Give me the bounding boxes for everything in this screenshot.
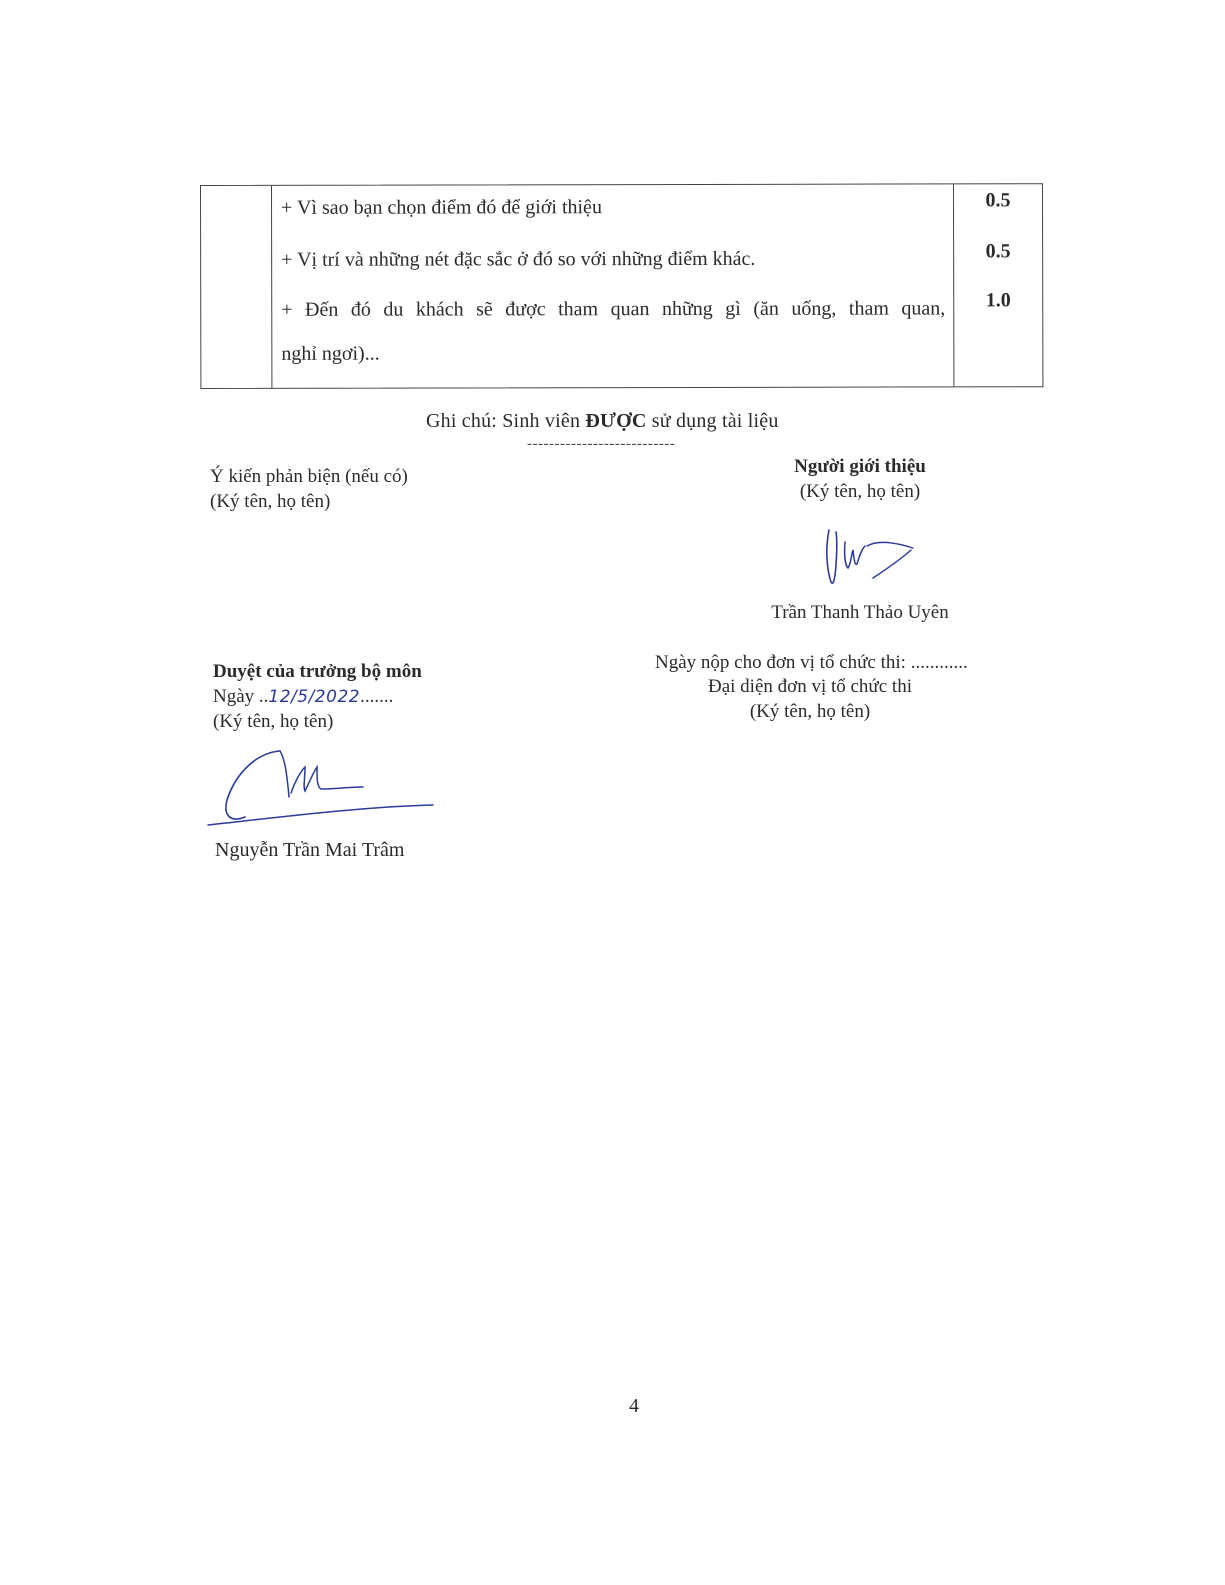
- reviewer-instruction: (Ký tên, họ tên): [210, 491, 331, 512]
- introducer-instruction: (Ký tên, họ tên): [799, 481, 921, 502]
- introducer-signature-icon: [815, 520, 925, 595]
- note-emphasis: ĐƯỢC: [585, 410, 647, 432]
- head-of-department-instruction: (Ký tên, họ tên): [213, 711, 334, 732]
- score-location: 0.5: [985, 240, 1011, 263]
- table-column-divider: [271, 186, 272, 388]
- criteria-table: [200, 183, 1043, 389]
- page-number: 4: [629, 1395, 639, 1417]
- criteria-line-reason: + Vì sao bạn chọn điểm đó để giới thiệu: [281, 196, 602, 219]
- table-column-divider: [953, 184, 954, 386]
- introducer-name: Trần Thanh Thảo Uyên: [771, 602, 949, 623]
- reviewer-title: Ý kiến phản biện (nếu có): [210, 466, 408, 487]
- exam-note: [426, 410, 779, 433]
- criteria-line-activities-continued: nghỉ ngơi)...: [281, 342, 380, 365]
- approval-date-prefix: Ngày ..: [213, 686, 269, 707]
- criteria-line-activities: + Đến đó du khách sẽ được tham quan những gì (ăn uống, tham quan,: [281, 297, 946, 321]
- note-suffix: sử dụng tài liệu: [646, 410, 779, 432]
- score-activities: 1.0: [985, 289, 1011, 312]
- approval-date-suffix: .......: [360, 686, 394, 707]
- introducer-title: Người giới thiệu: [794, 456, 926, 477]
- approval-date: [213, 685, 393, 709]
- head-of-department-signature-icon: [205, 745, 440, 835]
- head-of-department-name: Nguyễn Trần Mai Trâm: [215, 839, 405, 861]
- note-prefix: Ghi chú: Sinh viên: [426, 410, 586, 432]
- criteria-line-location: + Vị trí và những nét đặc sắc ở đó so với những điểm khác.: [281, 247, 756, 271]
- exam-unit-instruction: (Ký tên, họ tên): [749, 701, 871, 722]
- head-of-department-title: Duyệt của trưởng bộ môn: [213, 661, 422, 682]
- approval-date-handwritten: 12/5/2022: [268, 687, 361, 707]
- score-reason: 0.5: [985, 189, 1011, 212]
- exam-unit-representative: Đại diện đơn vị tổ chức thi: [708, 676, 912, 697]
- note-divider: ---------------------------: [527, 436, 676, 452]
- submission-date: Ngày nộp cho đơn vị tổ chức thi: ............: [655, 652, 968, 673]
